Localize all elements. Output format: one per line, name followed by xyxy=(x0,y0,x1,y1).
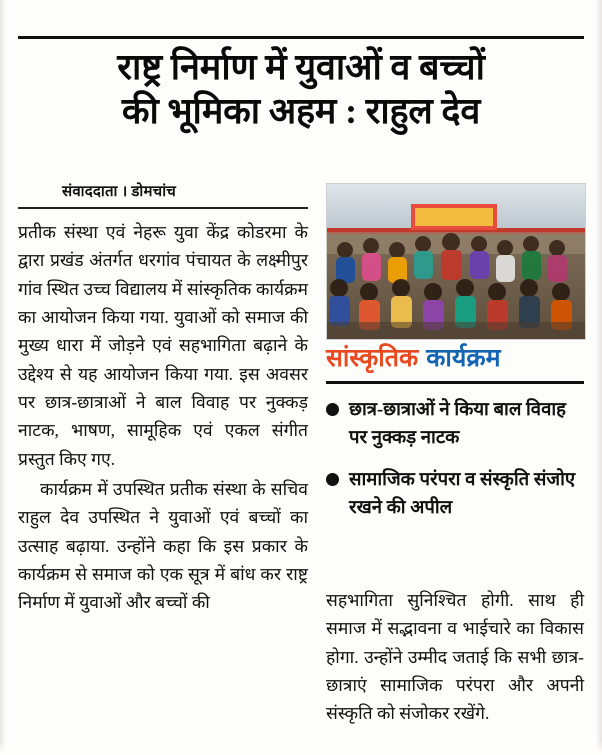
page-edge-right xyxy=(596,0,602,755)
kicker-part-2: कार्यक्रम xyxy=(426,345,501,372)
kicker-part-1: सांस्कृतिक xyxy=(326,345,419,372)
paragraph: सहभागिता सुनिश्चित होगी. साथ ही समाज में सद्भावना व भाईचारे का विकास होगा. उन्होंने उम्मीद जताई कि सभी छात्र-छात्राएं सामाजिक परंपरा और अपनी संस्कृति को संजोकर रखेंगे. xyxy=(326,590,584,724)
bullet-dot-icon xyxy=(326,473,339,486)
bullet-text: छात्र-छात्राओं ने किया बाल विवाह पर नुक्कड़ नाटक xyxy=(349,400,566,449)
top-divider-rule xyxy=(18,36,584,39)
list-item xyxy=(326,466,584,522)
byline: संवाददाता । डोमचांच xyxy=(62,184,177,200)
page-edge-left xyxy=(0,0,6,755)
highlight-bullet-list xyxy=(326,396,584,536)
kicker-divider-rule xyxy=(326,381,584,384)
page-title xyxy=(18,46,584,134)
cultural-program-photo xyxy=(326,183,586,340)
headline-line-2: की भूमिका अहम : राहुल देव xyxy=(121,90,481,131)
article-right-column xyxy=(326,586,584,728)
photo-illustration xyxy=(327,184,585,339)
article-left-column xyxy=(18,218,308,617)
bullet-text: सामाजिक परंपरा व संस्कृति संजोए रखने की अपील xyxy=(349,470,576,519)
section-kicker xyxy=(326,345,584,373)
headline-line-1: राष्ट्र निर्माण में युवाओं व बच्चों xyxy=(117,47,485,87)
paragraph: प्रतीक संस्था एवं नेहरू युवा केंद्र कोडरमा के द्वारा प्रखंड अंतर्गत धरगांव पंचायत के लक्ष्मीपुर गांव स्थित उच्च विद्यालय में सांस्कृतिक कार्यक्रम का आयोजन किया गया. युवाओं को समाज की मुख्य धारा में जोड़ने एवं सहभागिता बढ़ाने के उद्देश्य से यह आयोजन किया गया. इस अवसर पर छात्र-छात्राओं ने बाल विवाह पर नुक्कड़ नाटक, भाषण, सामूहिक एवं एकल संगीत प्रस्तुत किए गए. xyxy=(18,222,308,469)
page-bottom-fade xyxy=(0,741,602,755)
paragraph: कार्यक्रम में उपस्थित प्रतीक संस्था के सचिव राहुल देव उपस्थित ने युवाओं एवं बच्चों का उत्साह बढ़ाया. उन्होंने कहा कि इस प्रकार के कार्यक्रम से समाज को एक सूत्र में बांध कर राष्ट्र निर्माण में युवाओं और बच्चों की xyxy=(18,479,308,613)
byline-divider-rule xyxy=(18,207,308,209)
bullet-dot-icon xyxy=(326,403,339,416)
list-item xyxy=(326,396,584,452)
